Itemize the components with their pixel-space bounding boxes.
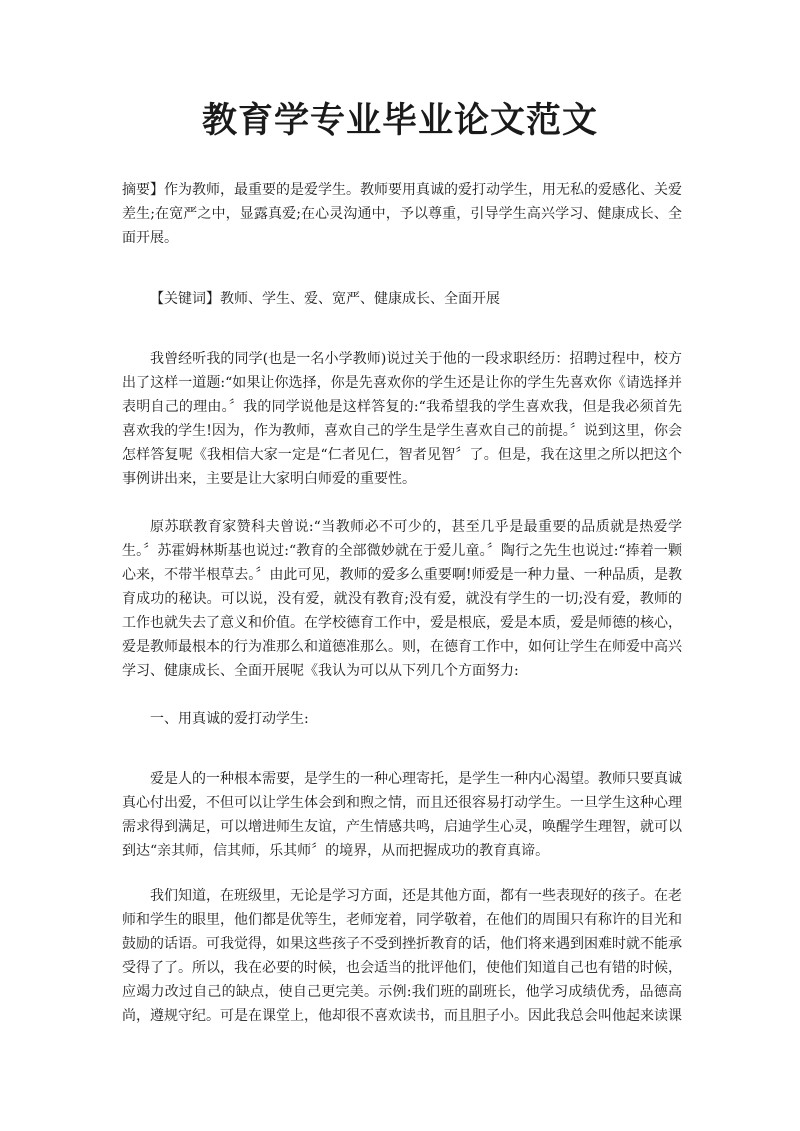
document-title: 教育学专业毕业论文范文 xyxy=(201,101,598,141)
body-paragraph-1: 我曾经听我的同学(也是一名小学教师)说过关于他的一段求职经历：招聘过程中，校方出了这样一道题:“如果让你选择，你是先喜欢你的学生还是让你的学生先喜欢你《请选择并表明自己的理由。〞我的同学说他是这样答复的:“我希望我的学生喜欢我，但是我必须首先喜欢我的学生!因为，作为教师，喜欢自己的学生是学生喜欢自己的前提。〞说到这里，你会怎样答复呢《我相信大家一定是“仁者见仁，智者见智〞了。但是，我在这里之所以把这个事例讲出来，主要是让大家明白师爱的重要性。 xyxy=(122,351,682,487)
abstract-paragraph: 摘要】作为教师，最重要的是爱学生。教师要用真诚的爱打动学生，用无私的爱感化、关爱差生;在宽严之中，显露真爱;在心灵沟通中，予以尊重，引导学生高兴学习、健康成长、全面开展。 xyxy=(122,182,682,246)
body-paragraph-3: 爱是人的一种根本需要，是学生的一种心理寄托，是学生一种内心渴望。教师只要真诚真心付出爱，不但可以让学生体会到和煦之情，而且还很容易打动学生。一旦学生这种心理需求得到满足，可以增进师生友谊，产生情感共鸣，启迪学生心灵，唤醒学生理智，就可以到达“亲其师，信其师，乐其师〞的境界，从而把握成功的教育真谛。 xyxy=(122,771,682,859)
body-paragraph-2: 原苏联教育家赞科夫曾说:“当教师必不可少的，甚至几乎是最重要的品质就是热爱学生。〞苏霍姆林斯基也说过:“教育的全部微妙就在于爱儿童。〞陶行之先生也说过:“捧着一颗心来，不带半根草去。〞由此可见，教师的爱多么重要啊!师爱是一种力量、一种品质，是教育成功的秘诀。可以说，没有爱，就没有教育;没有爱，就没有学生的一切;没有爱，教师的工作也就失去了意义和价值。在学校德育工作中，爱是根底，爱是本质，爱是师德的核心，爱是教师最根本的行为准那么和道德准那么。则，在德育工作中，如何让学生在师爱中高兴学习、健康成长、全面开展呢《我认为可以从下列几个方面努力: xyxy=(122,519,682,679)
keywords-paragraph: 【关键词】教师、学生、爱、宽严、健康成长、全面开展 xyxy=(150,291,500,307)
section-heading-1: 一、用真诚的爱打动学生: xyxy=(150,711,309,727)
body-paragraph-4: 我们知道，在班级里，无论是学习方面，还是其他方面，都有一些表现好的孩子。在老师和学生的眼里，他们都是优等生，老师宠着，同学敬着，在他们的周围只有称许的目光和鼓励的话语。可我觉得，如果这些孩子不受到挫折教育的话，他们将来遇到困难时就不能承受得了了。所以，我在必要的时候，也会适当的批评他们，使他们知道自己也有错的时候，应竭力改过自己的缺点，使自己更完美。示例:我们班的副班长，他学习成绩优秀，品德高尚，遵规守纪。可是在课堂上，他却很不喜欢读书，而且胆子小。因此我总会叫他起来读课 xyxy=(122,888,682,1024)
